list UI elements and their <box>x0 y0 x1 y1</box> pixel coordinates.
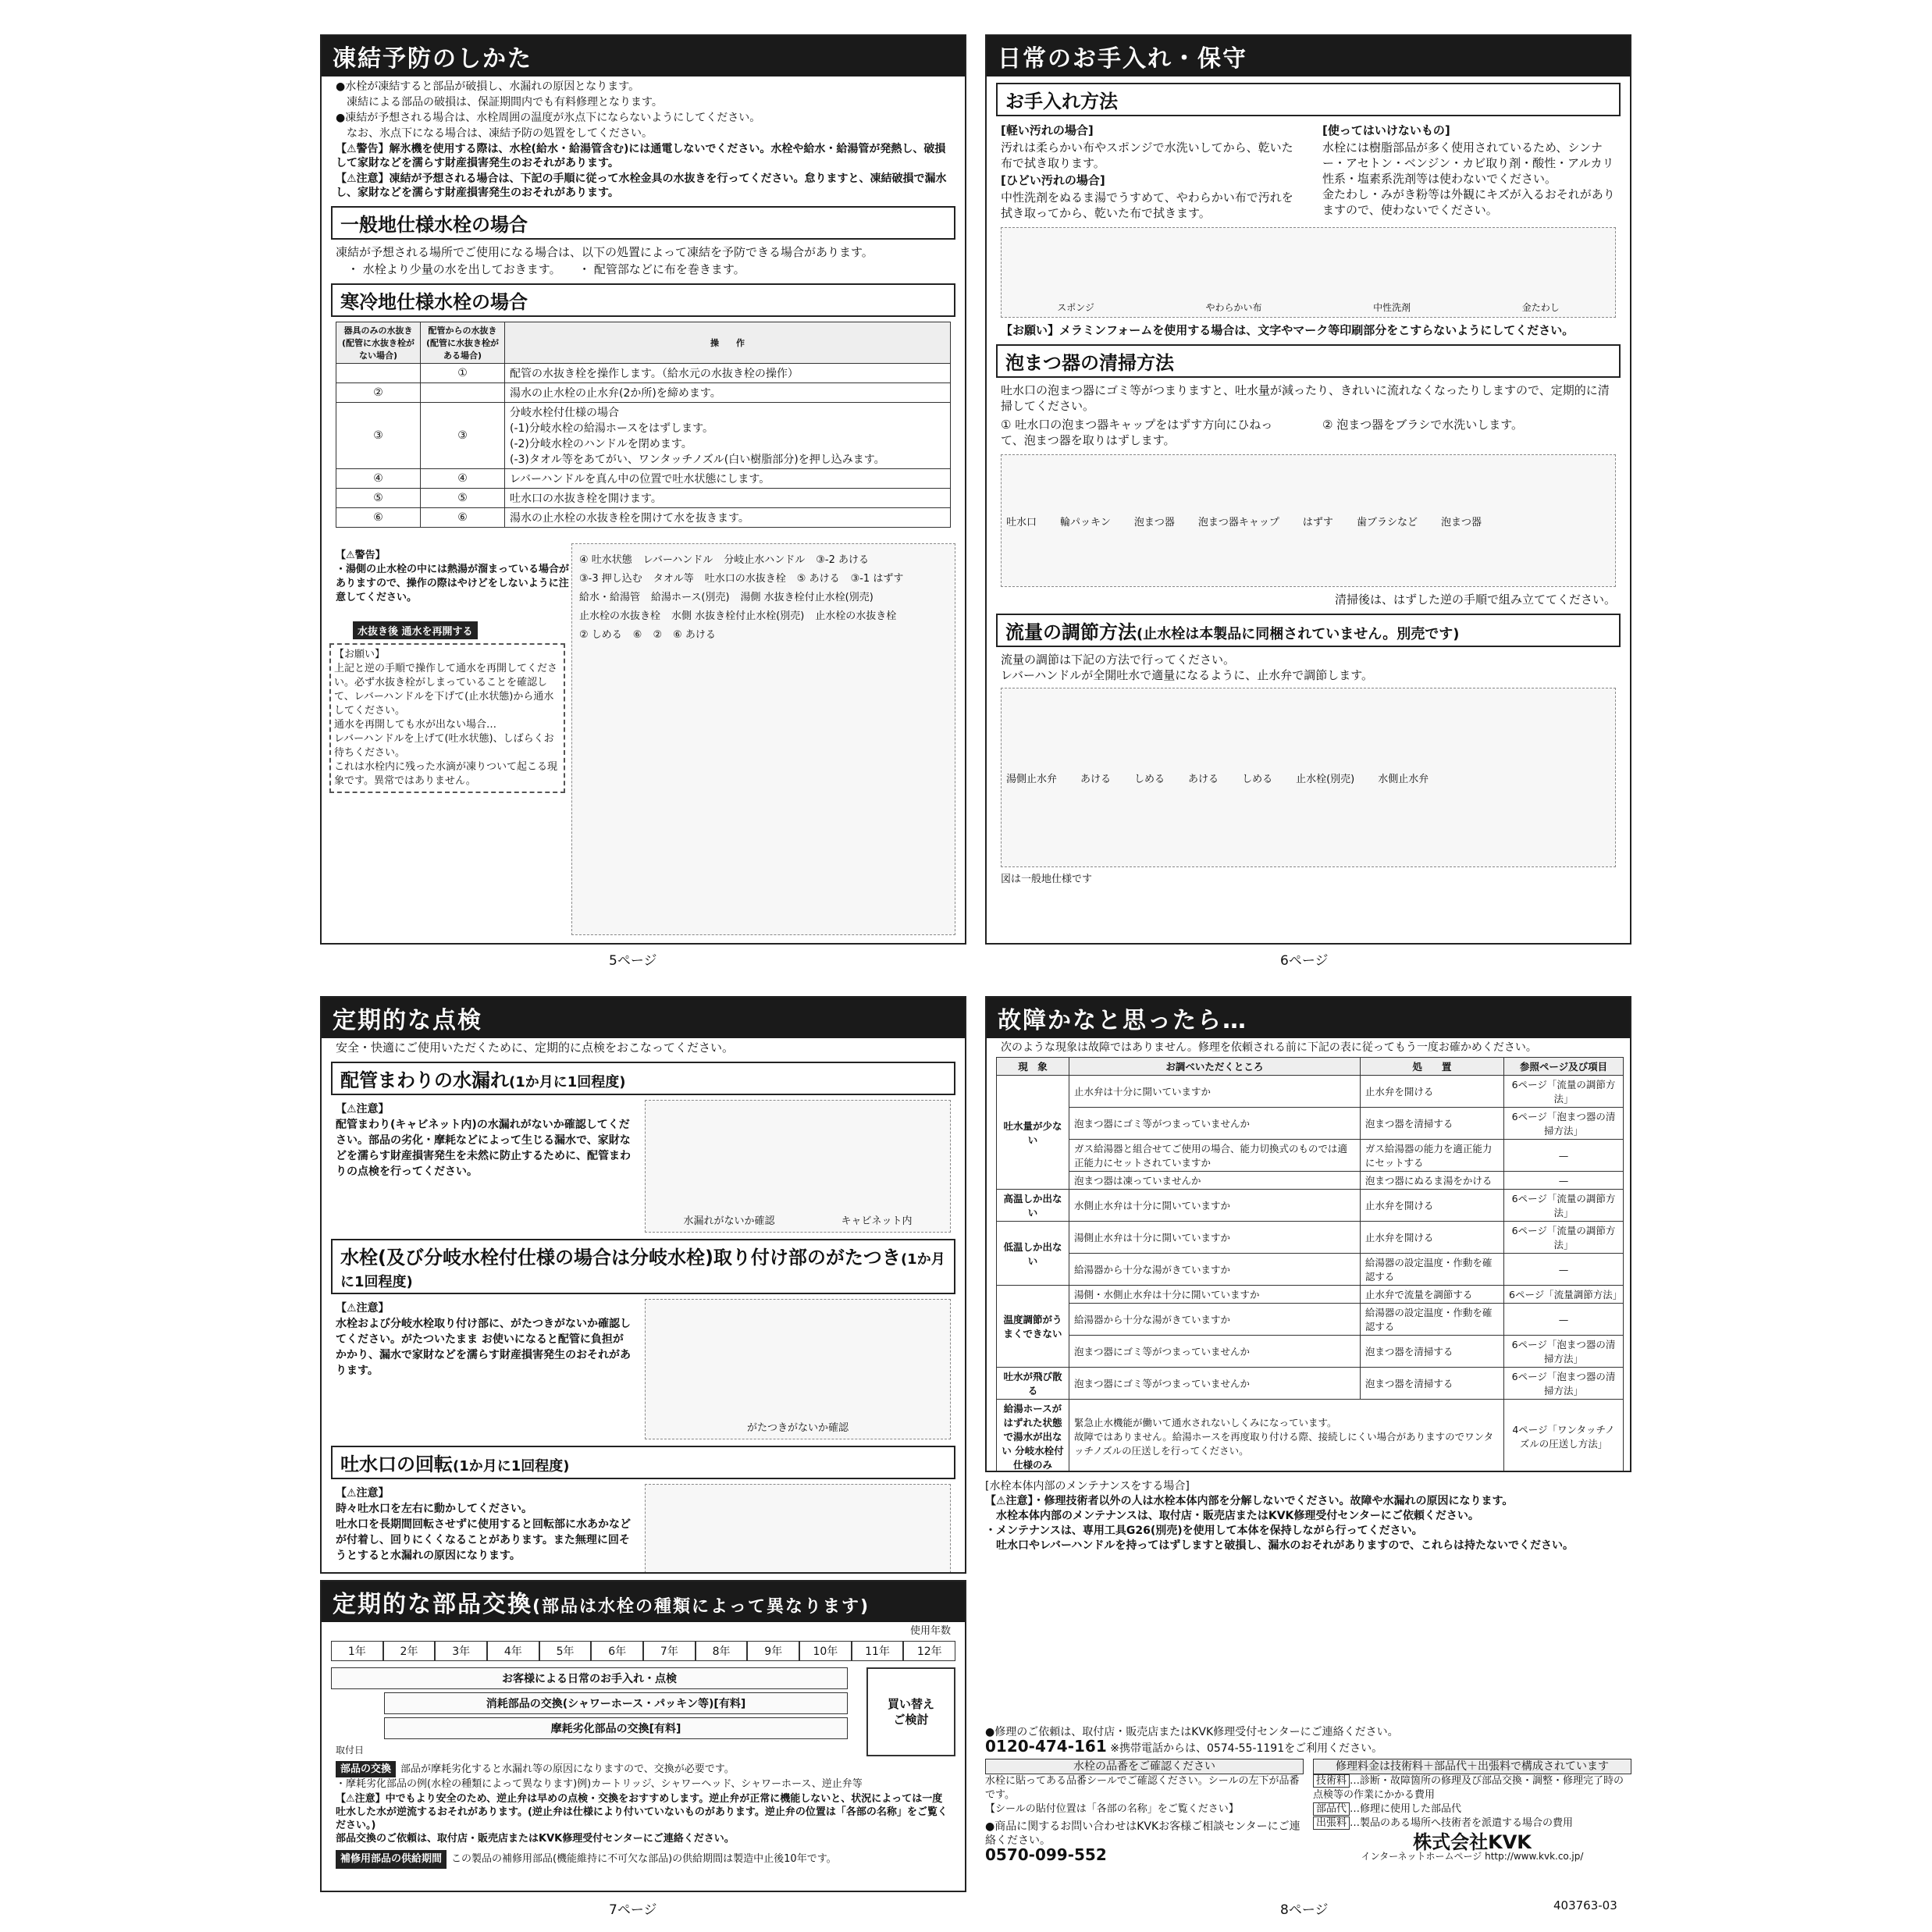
light-text: 汚れは柔らかい布やスポンジで水洗いしてから、乾いた布で拭き取ります。 <box>1001 141 1293 170</box>
table-row <box>336 469 951 489</box>
loose-figure <box>645 1299 951 1439</box>
table-cell: 配管の水抜き栓を操作します。（給水元の水抜き栓の操作） <box>505 364 951 383</box>
table-cell: 分岐水栓付仕様の場合 (-1)分岐水栓の給湯ホースをはずします。 (-2)分岐水栓のハンドルを閉めます。 (-3)タオル等をあてがい、ワンタッチノズル(白い樹脂部分)を押し込みます。 <box>505 403 951 469</box>
trouble-action: ガス給湯器の能力を適正能力にセットする <box>1360 1140 1503 1172</box>
year-cell: 11年 <box>852 1641 904 1661</box>
leak-title-text: 配管まわりの水漏れ <box>340 1069 509 1091</box>
trouble-check: 止水弁は十分に開いていますか <box>1069 1076 1361 1108</box>
replace-box: 買い替え ご検討 <box>866 1667 955 1756</box>
fee-key: 出張料 <box>1313 1816 1350 1830</box>
figure-label: あける <box>1080 773 1112 785</box>
year-cell: 8年 <box>696 1641 748 1661</box>
ng-head: [使ってはいけないもの] <box>1322 123 1450 137</box>
row-consumable: 消耗部品の交換(シャワーホース・パッキン等)[有料] <box>384 1692 848 1714</box>
intro-line: ●凍結が予想される場合は、水栓周囲の温度が氷点下にならないようにしてください。 <box>336 112 761 124</box>
intro-line: 【⚠警告】解氷機を使用する際は、水栓(給水・給湯管含む)には通電しないでください。水栓や給水・給湯管が発熱し、破損して家財などを濡らす財産損害発生のおそれがあります。 <box>336 143 946 169</box>
company-name: 株式会社KVK <box>1413 1831 1532 1853</box>
intro-line: 凍結による部品の破損は、保証期間内でも有料修理となります。 <box>336 96 663 109</box>
heavy-text: 中性洗剤をぬるま湯でうすめて、やわらかい布で汚れを拭き取ってから、乾いた布で拭きます。 <box>1001 190 1293 220</box>
trouble-row <box>997 1190 1624 1222</box>
table-cell <box>336 364 421 383</box>
figure-label: やわらかい布 <box>1205 302 1262 313</box>
flow-figure <box>1001 688 1616 867</box>
trouble-row <box>997 1140 1624 1172</box>
diagram-label: ⑥ あける <box>673 629 716 641</box>
trouble-check: 泡まつ器にゴミ等がつまっていませんか <box>1069 1108 1361 1140</box>
page8-title: 故障かなと思ったら… <box>987 998 1630 1038</box>
trouble-action: 止水弁を開ける <box>1360 1222 1503 1254</box>
spout-freq: (1か月に1回程度) <box>453 1458 570 1475</box>
spout-title-text: 吐水口の回転 <box>340 1453 453 1475</box>
table-cell: ⑤ <box>336 489 421 508</box>
aerator-note: 清掃後は、はずした逆の手順で組み立ててください。 <box>1334 592 1616 607</box>
figure-label: 輪パッキン <box>1060 516 1111 528</box>
page6-title: 日常のお手入れ・保守 <box>987 36 1630 76</box>
year-cell: 12年 <box>903 1641 955 1661</box>
trouble-action: 給湯器の設定温度・作動を確認する <box>1360 1254 1503 1286</box>
general-line: 凍結が予想される場所でご使用になる場合は、以下の処置によって凍結を予防できる場合があります。 <box>336 245 873 259</box>
trouble-row <box>997 1108 1624 1140</box>
table-row <box>336 364 951 383</box>
figure-label: はずす <box>1302 516 1333 528</box>
diagram-label: 水側 水抜き栓付止水栓(別売) <box>671 610 805 622</box>
diagram-label: ② しめる <box>579 629 622 641</box>
spout-title <box>331 1446 955 1479</box>
figure-label: 泡まつ器 <box>1133 516 1175 528</box>
diagram-label: 湯側 水抜き栓付止水栓(別売) <box>740 592 873 603</box>
care-title: お手入れ方法 <box>996 83 1621 116</box>
loose-freq: (1か月に1回程度) <box>340 1251 945 1290</box>
year-cell: 4年 <box>487 1641 539 1661</box>
leak-title <box>331 1062 955 1095</box>
flow-title-text: 流量の調節方法 <box>1005 621 1137 643</box>
year-cell: 2年 <box>383 1641 436 1661</box>
parts-title <box>322 1582 965 1622</box>
table-header: 器具のみの水抜き(配管に水抜き栓がない場合) <box>336 322 421 364</box>
parts-title-note: (部品は水栓の種類によって異なります) <box>532 1597 870 1617</box>
trouble-header: お調べいただくところ <box>1069 1058 1361 1076</box>
page5-panel <box>320 34 966 945</box>
intro-line: ●水栓が凍結すると部品が破損し、水漏れの原因となります。 <box>336 80 640 93</box>
aerator-step1: ① 吐水口の泡まつ器キャップをはずす方向にひねって、泡まつ器を取りはずします。 <box>1001 418 1273 447</box>
parts-caution: 【⚠注意】中でもより安全のため、逆止弁は早めの点検・交換をおすすめします。逆止弁が正常に機能しないと、状況によっては一度吐水した水が逆流するおそれがあります。(逆止弁は仕様により付いていないものがあります。逆止弁の位置は「各部の名称」をご覧ください。) 部品交換のご依頼は、取付店・販売店またはKVK修理受付センターにご連絡ください。 <box>336 1793 948 1845</box>
supply-text: この製品の補修用部品(機能維持に不可欠な部品)の供給期間は製造中止後10年です。 <box>451 1853 837 1865</box>
trouble-action: 泡まつ器を清掃する <box>1360 1368 1503 1400</box>
check-code-text: 水栓に貼ってある品番シールでご確認ください。シールの左下が品番です。 【シールの貼付位置は「各部の名称」をご覧ください】 <box>985 1775 1300 1815</box>
restart-tag-label: 水抜き後 通水を再開する <box>353 621 478 639</box>
trouble-action: 止水弁を開ける <box>1360 1190 1503 1222</box>
trouble-check: 湯側・水側止水弁は十分に開いていますか <box>1069 1286 1361 1304</box>
parts-text: 部品が摩耗劣化すると水漏れ等の原因になりますので、交換が必要です。 ・摩耗劣化部品の例(水栓の種類によって異なります)例)カートリッジ、シャワーヘッド、シャワーホース、逆止弁等 <box>336 1763 863 1790</box>
trouble-table <box>996 1057 1624 1472</box>
general-text <box>322 244 965 277</box>
diagram-label: タオル等 <box>653 573 694 585</box>
figure-label: 湯側止水弁 <box>1006 773 1058 785</box>
diagram-label: ② <box>653 629 663 641</box>
flow-text: 流量の調節は下記の方法で行ってください。 レバーハンドルが全開吐水で適量になるように、止水弁で調節します。 <box>1001 653 1374 682</box>
figure-label: あける <box>1188 773 1219 785</box>
table-cell <box>421 383 505 403</box>
table-row <box>336 403 951 469</box>
repair-phone: 0120-474-161 <box>985 1737 1107 1756</box>
table-row <box>336 508 951 528</box>
figure-label: しめる <box>1242 773 1273 785</box>
trouble-check: 緊急止水機能が働いて通水されないしくみになっています。 故障ではありません。給湯ホースを再度取り付ける際、接続しにくい場合がありますのでワンタッチノズルの圧送しを行ってください。 <box>1069 1400 1504 1473</box>
contact-area <box>985 1725 1631 1863</box>
symptom-cell: 給湯ホースがはずれた状態で湯水が出ない 分岐水栓付仕様のみ <box>997 1400 1069 1473</box>
warning-box: 【⚠警告】 ・湯側の止水栓の中には熱湯が溜まっている場合がありますので、操作の際はやけどをしないように注意してください。 <box>336 550 570 603</box>
trouble-check: 給湯器から十分な湯がきていますか <box>1069 1304 1361 1336</box>
leak-freq: (1か月に1回程度) <box>509 1074 626 1091</box>
year-cell: 7年 <box>643 1641 696 1661</box>
fee-desc: …修理に使用した部品代 <box>1350 1803 1462 1815</box>
trouble-row <box>997 1304 1624 1336</box>
trouble-row <box>997 1076 1624 1108</box>
parts-text-block <box>336 1761 951 1791</box>
inspection-intro: 安全・快適にご使用いただくために、定期的に点検をおこなってください。 <box>336 1041 735 1055</box>
table-cell: ④ <box>336 469 421 489</box>
fee-desc: …診断・故障箇所の修理及び部品交換・調整・修理完了時の点検等の作業にかかる費用 <box>1313 1775 1624 1801</box>
figure-label: スポンジ <box>1057 302 1094 313</box>
year-cell: 10年 <box>799 1641 852 1661</box>
fee-desc: …製品のある場所へ技術者を派遣する場合の費用 <box>1350 1817 1574 1829</box>
trouble-ref: 6ページ「流量調節方法」 <box>1504 1286 1624 1304</box>
figure-label: 歯ブラシなど <box>1356 516 1418 528</box>
trouble-ref: 4ページ「ワンタッチノズルの圧送し方法」 <box>1504 1400 1624 1473</box>
diagram-label: ③-2 あける <box>816 554 870 566</box>
drain-table <box>336 322 951 528</box>
aerator-step2: ② 泡まつ器をブラシで水洗いします。 <box>1322 418 1524 432</box>
years-label: 使用年数 <box>909 1625 951 1637</box>
trouble-ref: 6ページ「流量の調節方法」 <box>1504 1222 1624 1254</box>
diagram-label: 止水栓の水抜き栓 <box>579 610 661 622</box>
intro-line: なお、氷点下になる場合は、凍結予防の処置をしてください。 <box>336 127 653 140</box>
table-cell: ⑤ <box>421 489 505 508</box>
symptom-cell: 高温しか出ない <box>997 1190 1069 1222</box>
table-row <box>336 489 951 508</box>
fee-key: 技術料 <box>1313 1774 1350 1788</box>
spout-figure <box>645 1484 951 1574</box>
table-cell: ③ <box>336 403 421 469</box>
care-figure <box>1001 227 1616 318</box>
page7-parts-panel <box>320 1580 966 1892</box>
care-note: 【お願い】メラミンフォームを使用する場合は、文字やマーク等印刷部分をこすらないようにしてください。 <box>1001 323 1574 337</box>
check-code-head: 水栓の品番をご確認ください <box>985 1759 1304 1774</box>
trouble-intro: 次のような現象は故障ではありません。修理を依頼される前に下記の表に従ってもう一度お確かめください。 <box>1001 1041 1537 1054</box>
trouble-header: 参照ページ及び項目 <box>1504 1058 1624 1076</box>
figure-label: しめる <box>1134 773 1165 785</box>
contact-repair: ●修理のご依頼は、取付店・販売店またはKVK修理受付センターにご連絡ください。 <box>985 1726 1399 1738</box>
figure-label: 止水栓(別売) <box>1296 773 1355 785</box>
fee-row <box>1313 1774 1631 1802</box>
row-wear: 摩耗劣化部品の交換[有料] <box>384 1717 848 1739</box>
flow-title-note: (止水栓は本製品に同梱されていません。別売です) <box>1137 626 1460 642</box>
trouble-ref: — <box>1504 1140 1624 1172</box>
symptom-cell: 低温しか出ない <box>997 1222 1069 1286</box>
aerator-text: 吐水口の泡まつ器にゴミ等がつまりますと、吐水量が減ったり、きれいに流れなくなったりしますので、定期的に清掃してください。 <box>1001 383 1610 413</box>
table-cell: ② <box>336 383 421 403</box>
symptom-cell: 吐水が飛び散る <box>997 1368 1069 1400</box>
table-cell: 湯水の止水栓の止水弁(2か所)を締めます。 <box>505 383 951 403</box>
diagram-label: ⑤ あける <box>796 573 840 585</box>
supply-tag: 補修用部品の供給期間 <box>336 1850 447 1869</box>
loose-title <box>331 1239 955 1294</box>
trouble-action: 泡まつ器にぬるま湯をかける <box>1360 1172 1503 1190</box>
diagram-label: ④ 吐水状態 <box>579 554 632 566</box>
fee-head: 修理料金は技術料＋部品代＋出張料で構成されています <box>1313 1759 1631 1774</box>
trouble-check: 給湯器から十分な湯がきていますか <box>1069 1254 1361 1286</box>
cold-title: 寒冷地仕様水栓の場合 <box>331 283 955 317</box>
diagram-label: 分岐止水ハンドル <box>724 554 806 566</box>
flow-note: 図は一般地仕様です <box>1001 873 1093 885</box>
page7-title: 定期的な点検 <box>322 998 965 1038</box>
trouble-check: ガス給湯器と組合せてご使用の場合、能力切換式のものでは適正能力にセットされていますか <box>1069 1140 1361 1172</box>
table-header: 操 作 <box>505 322 951 364</box>
table-row <box>336 383 951 403</box>
phone-line <box>985 1739 1631 1756</box>
trouble-header: 現 象 <box>997 1058 1069 1076</box>
table-header: 配管からの水抜き(配管に水抜き栓がある場合) <box>421 322 505 364</box>
doc-code: 403763-03 <box>1553 1898 1617 1912</box>
install-date: 取付日 <box>336 1745 365 1756</box>
symptom-cell: 温度調節がうまくできない <box>997 1286 1069 1368</box>
loose-text: 【⚠注意】 水栓および分岐水栓取り付け部に、がたつきがないか確認してください。がたついたまま お使いになると配管に負担がかかり、漏水で家財などを濡らす財産損害発生のおそれがあります。 <box>336 1302 631 1377</box>
figure-label: 泡まつ器 <box>1440 516 1482 528</box>
intro-line: 【⚠注意】凍結が予想される場合は、下記の手順に従って水栓金具の水抜きを行ってください。怠りますと、凍結破損で漏水し、家財などを濡らす財産損害発生のおそれがあります。 <box>336 173 947 199</box>
diagram-label: ⑥ <box>632 629 642 641</box>
year-cell: 9年 <box>747 1641 799 1661</box>
diagram-label: レバーハンドル <box>642 554 713 566</box>
restart-tag <box>353 621 482 639</box>
aerator-title: 泡まつ器の清掃方法 <box>996 344 1621 378</box>
year-cell: 3年 <box>435 1641 487 1661</box>
figure-label: 水側止水弁 <box>1378 773 1429 785</box>
light-head: [軽い汚れの場合] <box>1001 123 1094 137</box>
website[interactable]: インターネットホームページ http://www.kvk.co.jp/ <box>1361 1851 1584 1862</box>
fee-key: 部品代 <box>1313 1802 1350 1816</box>
heavy-head: [ひどい汚れの場合] <box>1001 173 1105 187</box>
trouble-check: 泡まつ器にゴミ等がつまっていませんか <box>1069 1336 1361 1368</box>
trouble-row <box>997 1286 1624 1304</box>
table-cell: ① <box>421 364 505 383</box>
years-timeline <box>331 1641 955 1661</box>
page6-panel <box>985 34 1631 945</box>
trouble-row <box>997 1222 1624 1254</box>
table-cell: ⑥ <box>336 508 421 528</box>
leak-figure-label: キャビネット内 <box>841 1215 913 1227</box>
diagram-label: 給水・給湯管 <box>579 592 641 603</box>
table-cell: 湯水の止水栓の水抜き栓を開けて水を抜きます。 <box>505 508 951 528</box>
trouble-action: 止水弁を開ける <box>1360 1076 1503 1108</box>
trouble-ref: 6ページ「泡まつ器の清掃方法」 <box>1504 1108 1624 1140</box>
aerator-figure <box>1001 454 1616 587</box>
trouble-row <box>997 1336 1624 1368</box>
symptom-cell: 吐水量が少ない <box>997 1076 1069 1190</box>
trouble-check: 湯側止水弁は十分に開いていますか <box>1069 1222 1361 1254</box>
trouble-action: 泡まつ器を清掃する <box>1360 1336 1503 1368</box>
leak-figure-label: 水漏れがないか確認 <box>683 1215 775 1227</box>
mobile-note: ※携帯電話からは、0574-55-1191をご利用ください。 <box>1110 1742 1383 1755</box>
spout-text: 【⚠注意】 時々吐水口を左右に動かしてください。 吐水口を長期間回転させずに使用すると回転部に水あかなどが付着し、回りにくくなることがあります。また無理に回そうとすると水漏れの原因になります。 <box>336 1487 631 1562</box>
trouble-ref: — <box>1504 1172 1624 1190</box>
figure-label: 金たわし <box>1521 302 1560 313</box>
trouble-row <box>997 1368 1624 1400</box>
leak-figure <box>645 1100 951 1233</box>
table-cell: 吐水口の水抜き栓を開けます。 <box>505 489 951 508</box>
trouble-row <box>997 1254 1624 1286</box>
diagram-label: ③-3 押し込む <box>579 573 642 585</box>
diagram-label: ③-1 はずす <box>850 573 904 585</box>
parts-title-text: 定期的な部品交換 <box>333 1591 532 1618</box>
table-cell: レバーハンドルを真ん中の位置で吐水状態にします。 <box>505 469 951 489</box>
contact-inquiry: ●商品に関するお問い合わせはKVKお客様ご相談センターにご連絡ください。 <box>985 1820 1300 1847</box>
row-daily-care: お客様による日常のお手入れ・点検 <box>331 1667 848 1689</box>
maint-text: 【⚠注意】・修理技術者以外の人は水栓本体内部を分解しないでください。故障や水漏れの原因になります。 水栓本体内部のメンテナンスは、取付店・販売店またはKVK修理受付センターにご依頼ください。 ・メンテナンスは、専用工具G26(別売)を使用して本体を保持しながら行ってください。 吐水口やレバーハンドルを持ってはずしますと破損し、漏水のおそれがありますので、これらは持たないでください。 <box>985 1495 1574 1552</box>
supply-block <box>336 1850 951 1869</box>
trouble-ref: 6ページ「泡まつ器の清掃方法」 <box>1504 1336 1624 1368</box>
diagram-label: 吐水口の水抜き栓 <box>704 573 786 585</box>
table-cell: ③ <box>421 403 505 469</box>
trouble-check: 水側止水弁は十分に開いていますか <box>1069 1190 1361 1222</box>
page5-intro <box>322 80 965 200</box>
page5-title: 凍結予防のしかた <box>322 36 965 76</box>
fee-row <box>1313 1802 1631 1816</box>
request-box: 【お願い】 上記と逆の手順で操作して通水を再開してください。必ず水抜き栓がしまっていることを確認して、レバーハンドルを下げて(止水状態)から通水してください。 通水を再開しても水が出ない場合… レバーハンドルを上げて(吐水状態)、しばらくお待ちください。 これは水栓内に残った水滴が凍りついて起こる現象です。異常ではありません。 <box>329 643 565 793</box>
figure-label: 泡まつ器キャップ <box>1197 516 1279 528</box>
trouble-check: 泡まつ器は凍っていませんか <box>1069 1172 1361 1190</box>
page7-inspection-panel <box>320 996 966 1574</box>
ng-text: 水栓には樹脂部品が多く使用されているため、シンナー・アセトン・ベンジン・カビ取り剤・酸性・アルカリ性系・塩素系洗剤等は使わないでください。 金たわし・みがき粉等は外観にキズが入るおそれがありますので、使わないでください。 <box>1322 141 1615 217</box>
page8-number: 8ページ <box>1280 1902 1329 1918</box>
page6-number: 6ページ <box>1280 953 1329 969</box>
diagram-label: 給湯ホース(別売) <box>651 592 730 603</box>
trouble-action: 止水弁で流量を調節する <box>1360 1286 1503 1304</box>
parts-tag: 部品の交換 <box>336 1761 396 1777</box>
diagram-labels <box>579 551 946 645</box>
year-cell: 6年 <box>591 1641 643 1661</box>
trouble-action: 泡まつ器を清掃する <box>1360 1108 1503 1140</box>
trouble-ref: 6ページ「泡まつ器の清掃方法」 <box>1504 1368 1624 1400</box>
trouble-ref: — <box>1504 1254 1624 1286</box>
fee-list <box>1313 1774 1631 1831</box>
year-cell: 5年 <box>539 1641 592 1661</box>
year-cell: 1年 <box>331 1641 383 1661</box>
trouble-row <box>997 1400 1624 1473</box>
diagram-label: 止水栓の水抜き栓 <box>815 610 897 622</box>
figure-label: 中性洗剤 <box>1373 302 1411 313</box>
trouble-ref: 6ページ「流量の調節方法」 <box>1504 1190 1624 1222</box>
maint-head: [水栓本体内部のメンテナンスをする場合] <box>985 1480 1190 1493</box>
trouble-ref: 6ページ「流量の調節方法」 <box>1504 1076 1624 1108</box>
inquiry-phone: 0570-099-552 <box>985 1845 1107 1864</box>
table-cell: ⑥ <box>421 508 505 528</box>
flow-title <box>996 614 1621 647</box>
table-cell: ④ <box>421 469 505 489</box>
page5-number: 5ページ <box>609 953 657 969</box>
general-title: 一般地仕様水栓の場合 <box>331 206 955 240</box>
trouble-action: 給湯器の設定温度・作動を確認する <box>1360 1304 1503 1336</box>
leak-text: 【⚠注意】 配管まわり(キャビネット内)の水漏れがないか確認してください。部品の劣化・摩耗などによって生じる漏水で、家財などを濡らす財産損害発生を未然に防止するために、配管まわりの点検を行ってください。 <box>336 1103 631 1178</box>
page8-panel <box>985 996 1631 1472</box>
figure-label: 吐水口 <box>1006 516 1037 528</box>
trouble-header: 処 置 <box>1360 1058 1503 1076</box>
page7-number: 7ページ <box>609 1902 657 1918</box>
loose-figure-label: がたつきがないか確認 <box>746 1422 849 1434</box>
trouble-check: 泡まつ器にゴミ等がつまっていませんか <box>1069 1368 1361 1400</box>
loose-title-text: 水栓(及び分岐水栓付仕様の場合は分岐水栓)取り付け部のがたつき <box>340 1247 901 1268</box>
general-line: ・ 水栓より少量の水を出しておきます。 ・ 配管部などに布を巻きます。 <box>336 262 745 276</box>
trouble-ref: — <box>1504 1304 1624 1336</box>
fee-row <box>1313 1816 1631 1831</box>
trouble-row <box>997 1172 1624 1190</box>
